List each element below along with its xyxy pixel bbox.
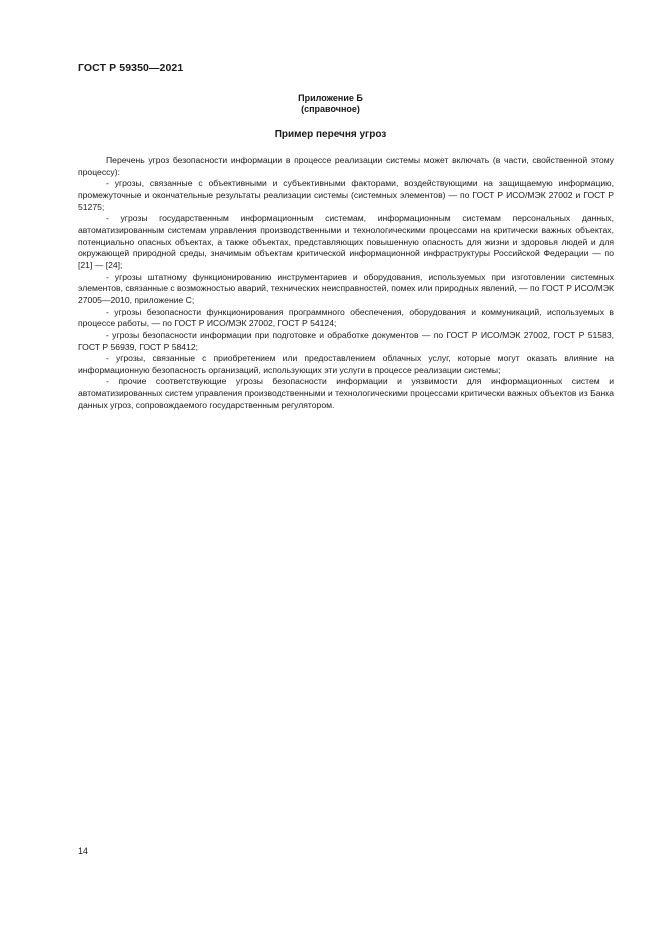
list-item: - прочие соответствующие угрозы безопасности информации и уязвимости для информационных систем и автоматизированных систем управления производственными и технологическими процессами критически важных объектов из Банка данных угроз, сопровождаемого государственным регулятором. [78,376,614,410]
list-item: - угрозы безопасности информации при подготовке и обработке документов — по ГОСТ Р ИСО/МЭК 27002, ГОСТ Р 51583, ГОСТ Р 56939, ГОСТ Р 58412; [78,329,614,352]
section-title: Пример перечня угроз [274,129,387,140]
list-item: - угрозы безопасности функционирования программного обеспечения, оборудования и коммуникаций, используемых в процессе работы, — по ГОСТ Р ИСО/МЭК 27002, ГОСТ Р 54124; [78,306,614,329]
standard-header: ГОСТ Р 59350—2021 [78,62,184,74]
page-number: 14 [78,846,89,856]
list-item: - угрозы, связанные с приобретением или предоставлением облачных услуг, которые могут оказать влияние на информационную безопасность организаций, использующих эти услуги в процессе реализации системы; [78,353,614,375]
list-item: - угрозы государственным информационным системам, информационным системам персональных данных, автоматизированным системам управления производственными и технологическими процессами на критически важных объектах, потенциально опасных объектах, а также объектах, представляющих повышенную опасность для жизни и здоровья людей и для окружающей природной среды, значимым объектам критической информационной инфраструктуры Российской Федерации — по [21] — [24]; [78,213,614,270]
list-item: - угрозы штатному функционированию инструментариев и оборудования, используемых при изготовлении системных элементов, связанные с возможностью аварий, технических неисправностей, помех или природных явлений, — по ГОСТ Р ИСО/МЭК 27005—2010, приложение С; [78,271,614,305]
list-item: - угрозы, связанные с объективными и субъективными факторами, воздействующими на защищаемую информацию, промежуточные и окончательные результаты реализации системы (системных элементов) — по ГОСТ Р ИСО/МЭК 27002 и ГОСТ Р 51275; [78,178,614,212]
appendix-type: (справочное) [301,104,360,114]
appendix-label: Приложение Б [298,93,363,103]
appendix-heading [0,93,661,115]
paragraph-intro: Перечень угроз безопасности информации в процессе реализации системы может включать (в части, свойственной этому процессу): [78,155,614,177]
body-text [78,155,614,411]
